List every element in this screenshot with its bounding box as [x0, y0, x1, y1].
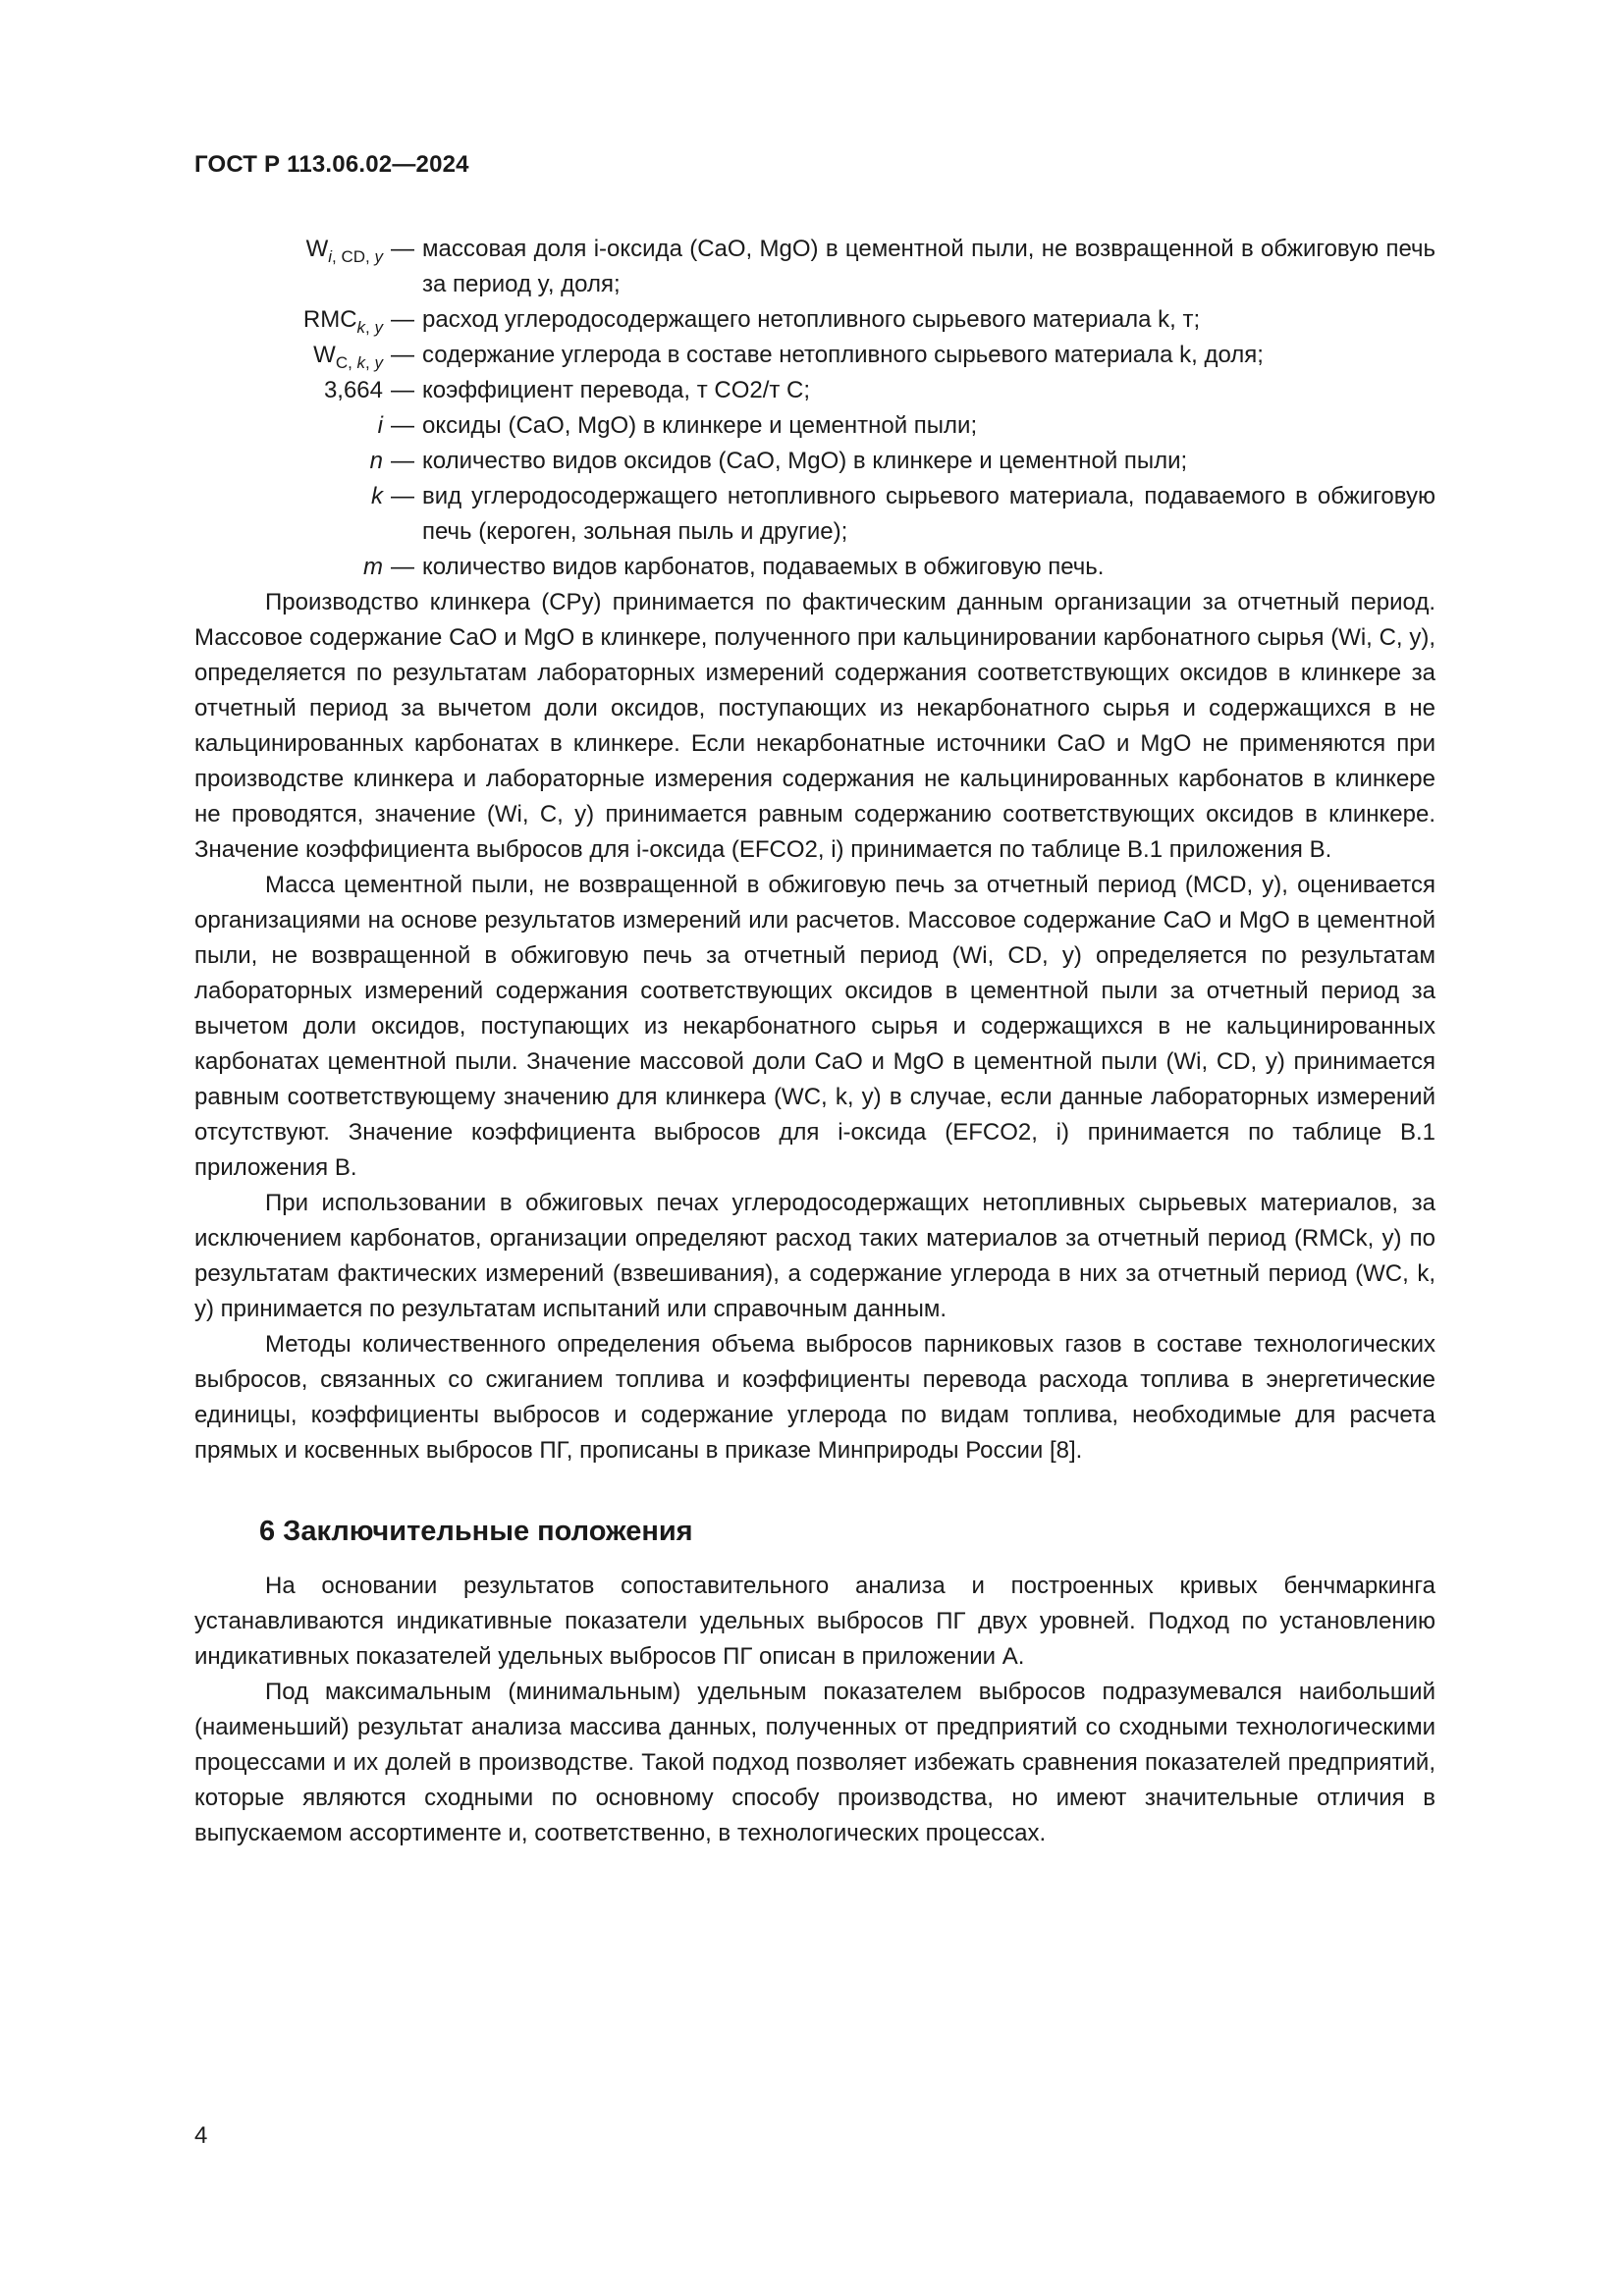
definition-item [194, 444, 1435, 479]
definition-symbol: $W_{C, k, y}$ [313, 342, 383, 372]
paragraph: Производство клинкера (CPy) принимается по фактическим данным организации за отчетный период. Массовое содержание CaO и MgO в клинкере, полученного при кальцинировании карбонатного сырья (Wi, C, y), определяется по результатам лабораторных измерений содержания соответствующих оксидов в клинкере за отчетный период за вычетом доли оксидов, поступающих из некарбонатного сырья и содержащихся в не кальцинированных карбонатах в клинкере. Если некарбонатные источники CaO и MgO не применяются при производстве клинкера и лабораторные измерения содержания не кальцинированных карбонатов в клинкере не проводятся, значение (Wi, C, y) принимается равным содержанию соответствующих оксидов в клинкере. Значение коэффициента выбросов для i-оксида (EFCO2, i) принимается по таблице В.1 приложения В. [194, 589, 1435, 863]
definition-symbol: k [371, 483, 383, 509]
document-body [194, 232, 1435, 1851]
definition-text: вид углеродосодержащего нетопливного сырьевого материала, подаваемого в обжиговую печь (кероген, зольная пыль и другие); [422, 483, 1435, 545]
definition-dash: — [391, 448, 414, 474]
definition-text: расход углеродосодержащего нетопливного сырьевого материала k, т; [422, 306, 1201, 333]
definition-dash: — [391, 483, 414, 509]
definition-symbol: $RMC_{k, y}$ [302, 306, 383, 337]
definition-text: массовая доля i-оксида (CaO, MgO) в цементной пыли, не возвращенной в обжиговую печь за период y, доля; [422, 236, 1435, 297]
definition-dash: — [391, 236, 414, 262]
definition-item [194, 479, 1435, 550]
definition-text: количество видов карбонатов, подаваемых в обжиговую печь. [422, 554, 1105, 580]
definition-dash: — [391, 306, 414, 333]
section-heading: 6 Заключительные положения [259, 1516, 693, 1547]
definition-dash: — [391, 342, 414, 368]
paragraph: При использовании в обжиговых печах углеродосодержащих нетопливных сырьевых материалов, за исключением карбонатов, организации определяют расход таких материалов за отчетный период (RMCk, y) по результатам фактических измерений (взвешивания), а содержание углерода в них за отчетный период (WC, k, y) принимается по результатам испытаний или справочным данным. [194, 1190, 1435, 1322]
paragraph: Масса цементной пыли, не возвращенной в обжиговую печь за отчетный период (MCD, y), оценивается организациями на основе результатов измерений или расчетов. Массовое содержание CaO и MgO в цементной пыли, не возвращенной в обжиговую печь за отчетный период (Wi, CD, y) определяется по результатам лабораторных измерений содержания соответствующих оксидов в цементной пыли за отчетный период за вычетом доли оксидов, поступающих из некарбонатного сырья и содержащихся в не кальцинированных карбонатах цементной пыли. Значение массовой доли CaO и MgO в цементной пыли (Wi, CD, y) принимается равным соответствующему значению для клинкера (WC, k, y) в случае, если данные лабораторных измерений отсутствуют. Значение коэффициента выбросов для i-оксида (EFCO2, i) принимается по таблице В.1 приложения В. [194, 872, 1435, 1181]
definition-item [194, 408, 1435, 444]
definition-item [194, 232, 1435, 302]
definition-text: количество видов оксидов (CaO, MgO) в клинкере и цементной пыли; [422, 448, 1188, 474]
definition-symbol: 3,664 [323, 377, 383, 403]
definition-text: оксиды (CaO, MgO) в клинкере и цементной пыли; [422, 412, 978, 439]
document-header: ГОСТ Р 113.06.02—2024 [194, 151, 469, 178]
definition-symbol: i [377, 412, 383, 439]
definition-symbol: n [369, 448, 383, 474]
definition-symbol: m [363, 554, 383, 580]
definition-text: содержание углерода в составе нетопливного сырьевого материала k, доля; [422, 342, 1264, 368]
definition-symbol: $W_{i, CD, y}$ [305, 236, 383, 266]
definition-item [194, 373, 1435, 408]
paragraph: Под максимальным (минимальным) удельным показателем выбросов подразумевался наибольший (наименьший) результат анализа массива данных, полученных от предприятий со сходными технологическими процессами и их долей в производстве. Такой подход позволяет избежать сравнения показателей предприятий, которые являются сходными по основному способу производства, но имеют значительные отличия в выпускаемом ассортименте и, соответственно, в технологических процессах. [194, 1679, 1435, 1846]
definition-item [194, 338, 1435, 373]
paragraph: Методы количественного определения объема выбросов парниковых газов в составе технологических выбросов, связанных со сжиганием топлива и коэффициенты перевода расхода топлива в энергетические единицы, коэффициенты выбросов и содержание углерода по видам топлива, необходимые для расчета прямых и косвенных выбросов ПГ, прописаны в приказе Минприроды России [8]. [194, 1331, 1435, 1464]
paragraph: На основании результатов сопоставительного анализа и построенных кривых бенчмаркинга устанавливаются индикативные показатели удельных выбросов ПГ двух уровней. Подход по установлению индикативных показателей удельных выбросов ПГ описан в приложении А. [194, 1573, 1435, 1670]
page-number: 4 [194, 2122, 208, 2149]
definition-dash: — [391, 377, 414, 403]
definition-item [194, 302, 1435, 338]
definition-text: коэффициент перевода, т CO2/т C; [422, 377, 811, 403]
definition-dash: — [391, 412, 414, 439]
definition-item [194, 550, 1435, 585]
definition-dash: — [391, 554, 414, 580]
definitions-list [194, 232, 1435, 585]
